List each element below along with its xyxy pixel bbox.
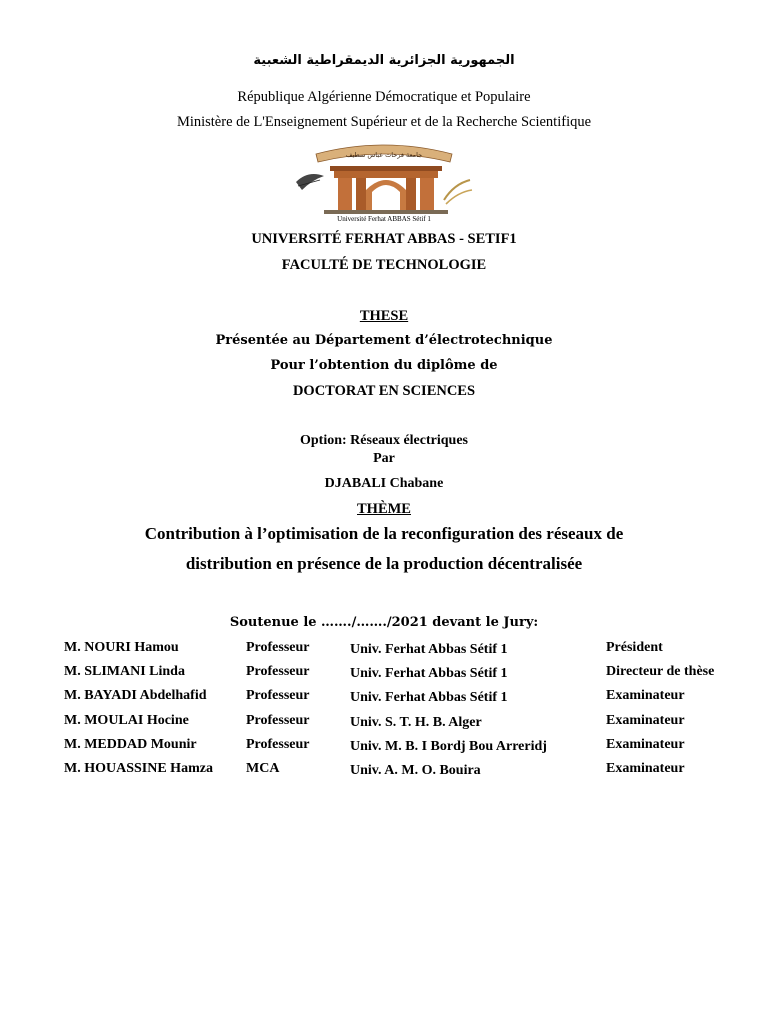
- defense-line: Soutenue le ……./……./2021 devant le Jury:: [229, 615, 539, 630]
- jury-member-grade: Professeur: [246, 712, 310, 728]
- logo-banner-text: جامعة فرحات عباس سطيف: [345, 151, 423, 159]
- jury-member-institution: Univ. Ferhat Abbas Sétif 1: [350, 690, 508, 706]
- jury-member-name: M. MEDDAD Mounir: [64, 736, 197, 752]
- jury-member-grade: Professeur: [246, 664, 310, 680]
- jury-member-grade: Professeur: [246, 688, 310, 704]
- jury-member-institution: Univ. S. T. H. B. Alger: [350, 714, 482, 730]
- thesis-title-line-1: Contribution à l’optimisation de la reconfiguration des réseaux de: [144, 524, 624, 543]
- jury-member-role: Président: [606, 640, 663, 655]
- jury-member-name: M. NOURI Hamou: [64, 640, 179, 655]
- author-name: DJABALI Chabane: [324, 476, 444, 491]
- ministry-line: Ministère de L'Enseignement Supérieur et de la Recherche Scientifique: [176, 114, 592, 130]
- degree-line: DOCTORAT EN SCIENCES: [292, 383, 476, 399]
- university-logo: [294, 140, 474, 222]
- faculty-name: FACULTÉ DE TECHNOLOGIE: [281, 257, 487, 273]
- jury-member-institution: Univ. Ferhat Abbas Sétif 1: [350, 666, 508, 682]
- jury-member-grade: MCA: [246, 760, 280, 776]
- theme-label: THÈME: [357, 501, 411, 517]
- jury-member-role: Examinateur: [606, 736, 685, 752]
- thesis-title-line-2: distribution en présence de la production décentralisée: [185, 554, 583, 573]
- logo-caption: Université Ferhat ABBAS Sétif 1: [337, 215, 431, 222]
- jury-member-name: M. MOULAI Hocine: [64, 712, 189, 728]
- arabic-title: الجمهورية الجزائرية الديمقراطية الشعبية: [253, 53, 515, 68]
- jury-member-role: Examinateur: [606, 688, 685, 704]
- jury-member-grade: Professeur: [246, 640, 310, 655]
- jury-member-institution: Univ. Ferhat Abbas Sétif 1: [350, 642, 508, 657]
- thesis-label: THESE: [359, 308, 409, 324]
- jury-member-grade: Professeur: [246, 736, 310, 752]
- department-line: Présentée au Département d’électrotechnique: [215, 333, 553, 348]
- jury-member-institution: Univ. A. M. O. Bouira: [350, 762, 481, 778]
- jury-member-role: Examinateur: [606, 760, 685, 776]
- jury-member-name: M. BAYADI Abdelhafid: [64, 688, 207, 704]
- purpose-line: Pour l’obtention du diplôme de: [270, 358, 498, 373]
- jury-member-role: Examinateur: [606, 712, 685, 728]
- jury-member-name: M. SLIMANI Linda: [64, 664, 185, 680]
- jury-member-role: Directeur de thèse: [606, 664, 715, 680]
- jury-member-name: M. HOUASSINE Hamza: [64, 760, 213, 776]
- by-line: Par: [373, 451, 395, 466]
- jury-member-institution: Univ. M. B. I Bordj Bou Arreridj: [350, 738, 547, 754]
- republic-line: République Algérienne Démocratique et Populaire: [237, 89, 531, 105]
- university-name: UNIVERSITÉ FERHAT ABBAS - SETIF1: [251, 231, 517, 247]
- option-line: Option: Réseaux électriques: [300, 433, 468, 448]
